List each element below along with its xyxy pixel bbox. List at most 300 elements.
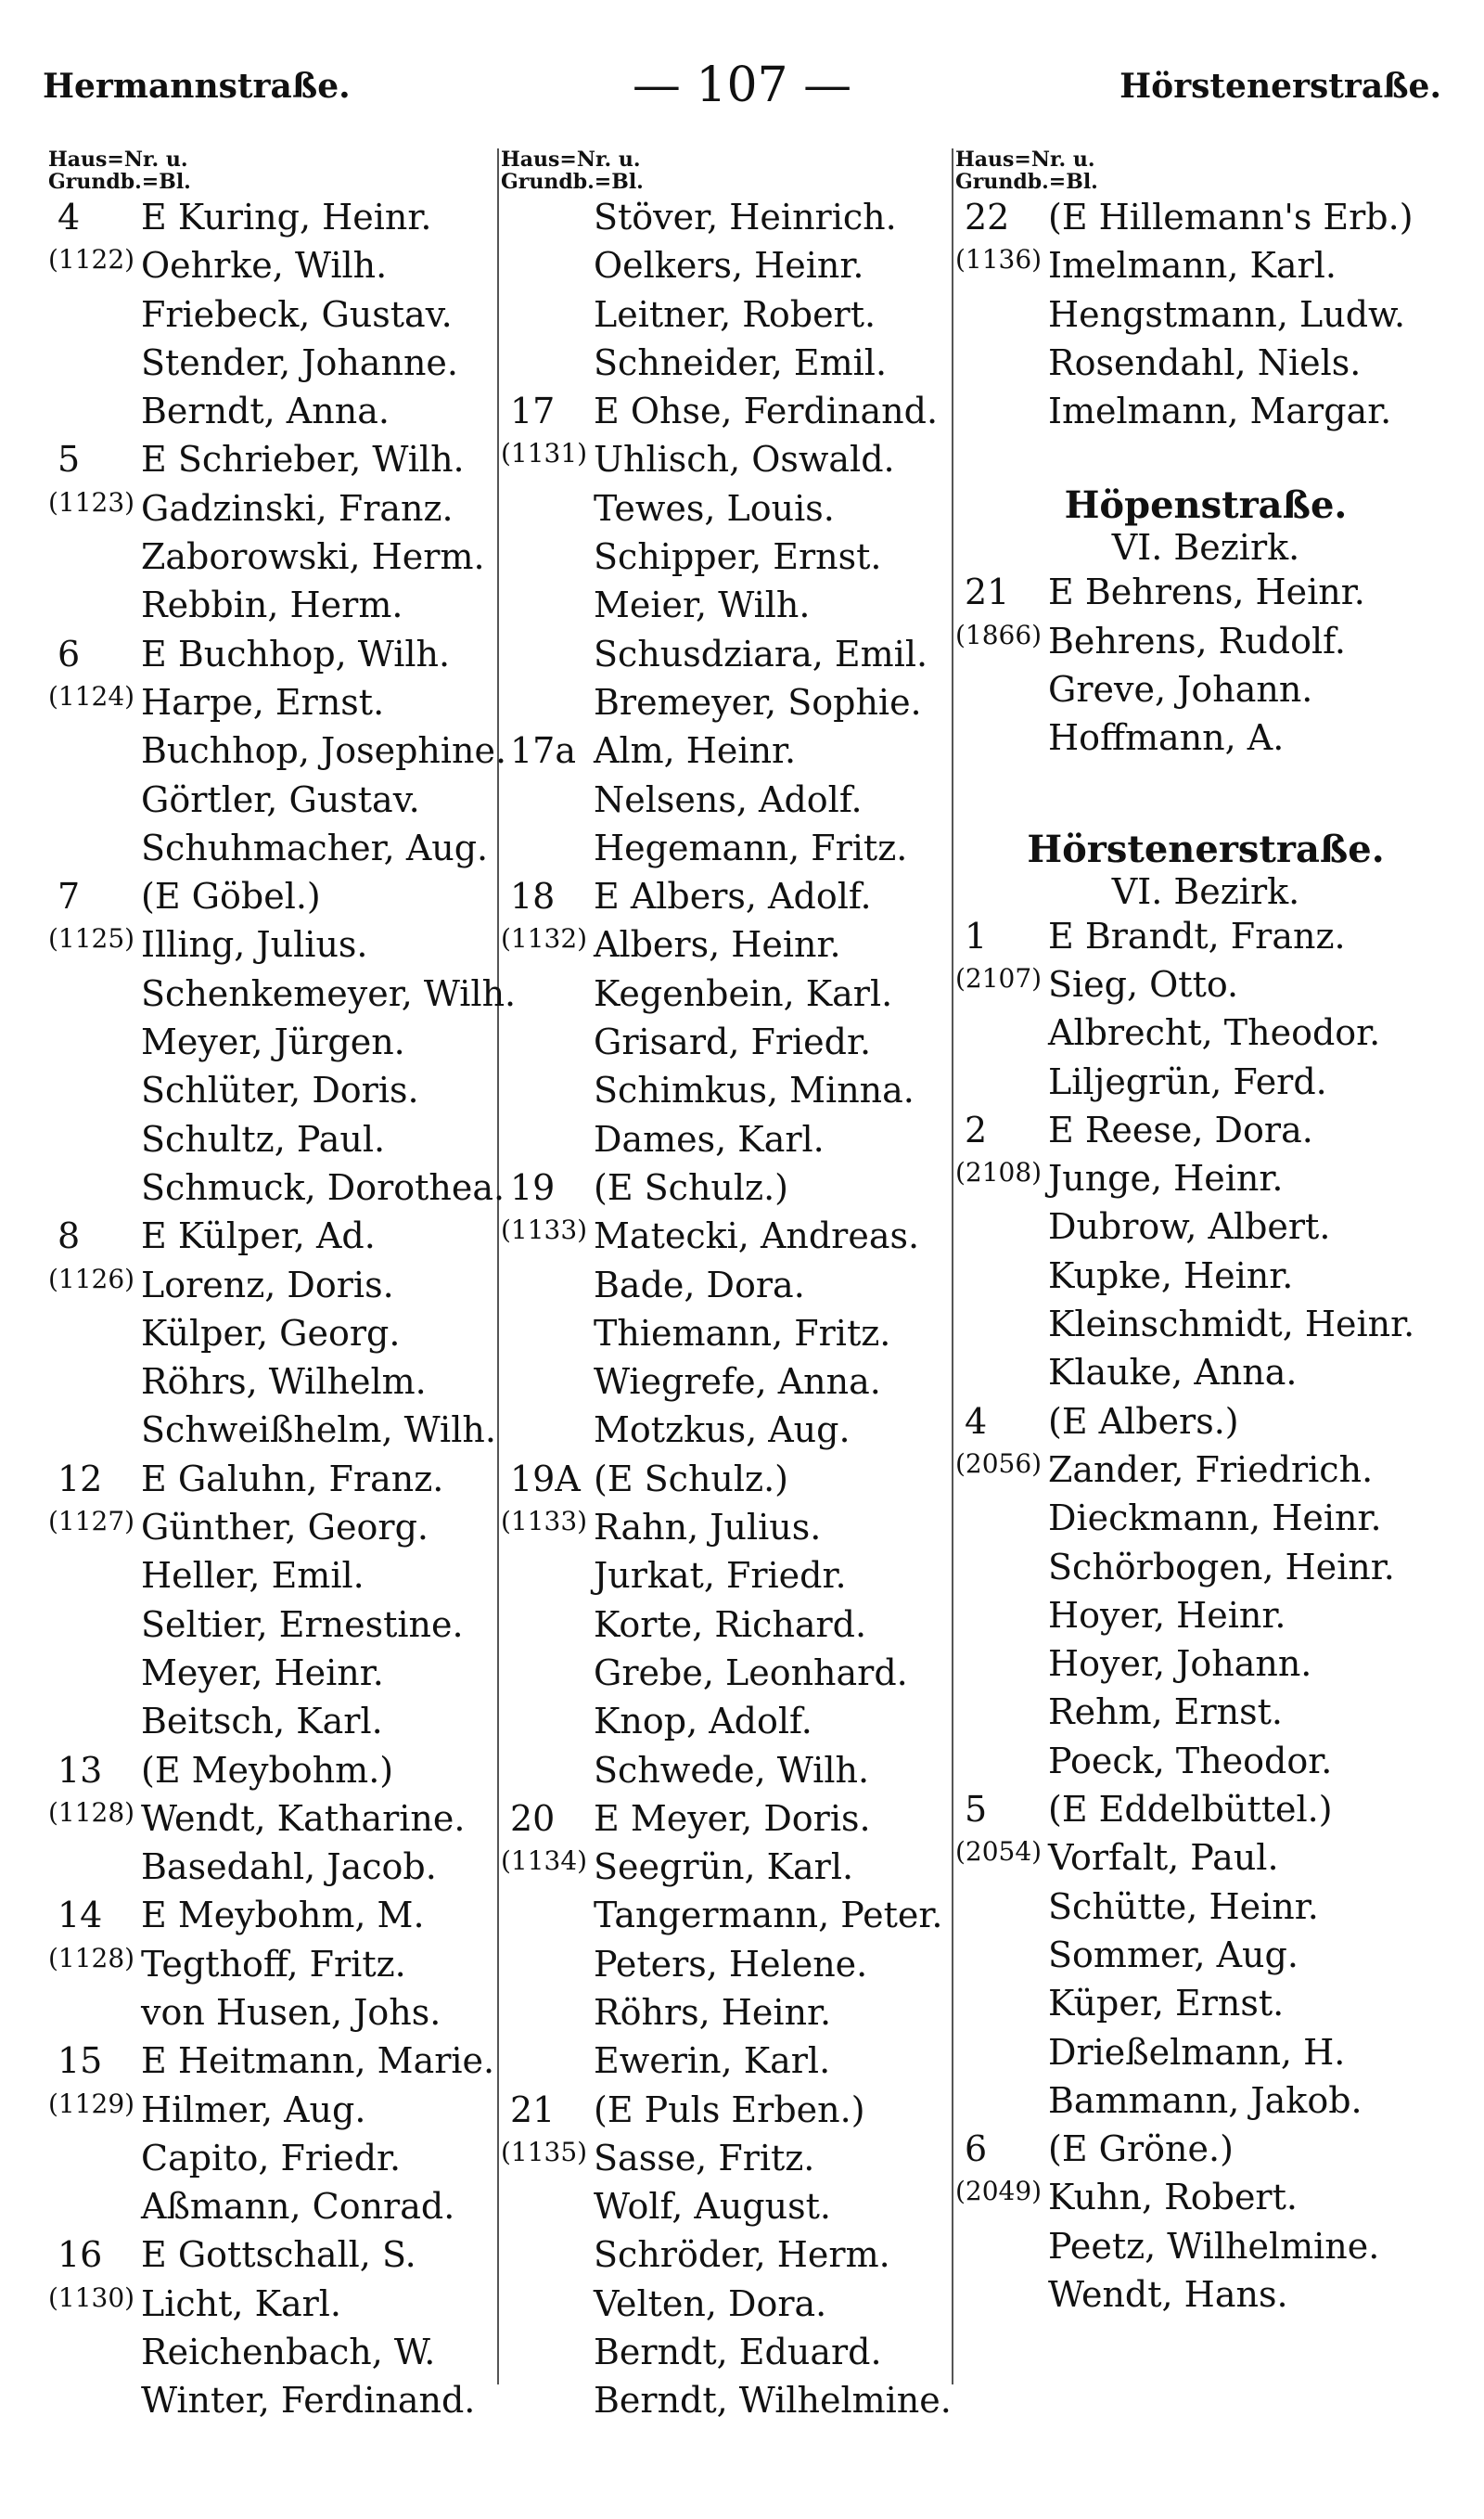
resident-name: Motzkus, Aug. [594, 1409, 851, 1451]
resident-name: Rosendahl, Niels. [1048, 341, 1362, 383]
directory-entry [955, 1639, 1456, 1688]
directory-entry [48, 1309, 503, 1357]
grundbuch-number: (1134) [501, 1845, 588, 1877]
house-number: 17a [510, 730, 577, 772]
directory-entry [48, 2376, 503, 2424]
house-number: 6 [58, 633, 81, 675]
grundbuch-number: (1125) [48, 923, 135, 955]
resident-name: Görtler, Gustav. [141, 778, 420, 820]
resident-name: Schipper, Ernst. [594, 536, 882, 578]
section-bezirk-hoerstenerstrasse: VI. Bezirk. [1111, 870, 1300, 912]
directory-entry [48, 1746, 503, 1794]
grundbuch-number: (2056) [955, 1447, 1043, 1479]
directory-entry [501, 484, 965, 533]
resident-name: Schusdziara, Emil. [594, 633, 928, 675]
resident-name: Lorenz, Doris. [141, 1264, 394, 1305]
column-1 [48, 148, 517, 2425]
resident-name: Dieckmann, Heinr. [1048, 1497, 1382, 1539]
column-header [955, 148, 1456, 193]
resident-name: Sieg, Otto. [1048, 963, 1239, 1005]
directory-entry [48, 2086, 503, 2134]
resident-name: Sasse, Fritz. [594, 2137, 815, 2178]
resident-name: E Kuring, Heinr. [141, 197, 432, 238]
resident-name: (E Gröne.) [1048, 2128, 1234, 2170]
resident-name: Peters, Helene. [594, 1943, 868, 1985]
directory-entry [48, 1163, 503, 1212]
directory-entry [501, 872, 965, 920]
resident-name: Hilmer, Aug. [141, 2088, 366, 2130]
resident-name: Schneider, Emil. [594, 341, 888, 383]
directory-entry [501, 1357, 965, 1406]
directory-entry [955, 1543, 1456, 1591]
directory-entry [501, 2134, 965, 2182]
resident-name: Uhlisch, Oswald. [594, 439, 895, 481]
directory-entry [501, 1163, 965, 1212]
grundbuch-number: (2107) [955, 962, 1043, 994]
resident-name: Wiegrefe, Anna. [594, 1361, 881, 1403]
resident-name: Schimkus, Minna. [594, 1070, 915, 1112]
resident-name: Aßmann, Conrad. [141, 2186, 455, 2228]
directory-entry [48, 1212, 503, 1260]
directory-entry [501, 1309, 965, 1357]
directory-entry [955, 665, 1456, 713]
resident-name: Schütte, Heinr. [1048, 1885, 1319, 1927]
directory-entry [955, 2028, 1456, 2076]
resident-name: Oehrke, Wilh. [141, 245, 388, 287]
directory-entry [501, 776, 965, 824]
resident-name: Tangermann, Peter. [594, 1895, 943, 1936]
directory-entry [501, 533, 965, 581]
directory-entry [955, 387, 1456, 435]
directory-entry [955, 1494, 1456, 1542]
resident-name: Korte, Richard. [594, 1603, 867, 1645]
directory-entry [501, 1988, 965, 2037]
resident-name: Velten, Dora. [594, 2282, 827, 2324]
resident-name: Albers, Heinr. [594, 924, 841, 966]
column-header [48, 148, 503, 193]
resident-name: Thiemann, Fritz. [594, 1312, 891, 1354]
directory-entry [955, 1202, 1456, 1251]
grundbuch-number: (1123) [48, 486, 135, 518]
resident-name: Tewes, Louis. [594, 487, 835, 529]
directory-entry [955, 960, 1456, 1009]
resident-name: Zander, Friedrich. [1048, 1448, 1374, 1490]
resident-name: Hoyer, Johann. [1048, 1643, 1312, 1685]
directory-entry [955, 568, 1456, 616]
house-number: 21 [510, 2088, 556, 2130]
resident-name: Stender, Johanne. [141, 341, 458, 383]
resident-name: Schröder, Herm. [594, 2234, 890, 2276]
grundbuch-number: (1127) [48, 1506, 135, 1537]
resident-name: von Husen, Johs. [141, 1991, 441, 2033]
house-number: 13 [58, 1749, 103, 1791]
resident-name: Külper, Georg. [141, 1312, 401, 1354]
directory-entry [48, 1988, 503, 2037]
resident-name: (E Schulz.) [594, 1458, 788, 1499]
resident-name: E Gottschall, S. [141, 2234, 416, 2276]
resident-name: Grisard, Friedr. [594, 1022, 872, 1063]
resident-name: Berndt, Anna. [141, 391, 390, 432]
grundbuch-number: (1124) [48, 680, 135, 712]
resident-name: Friebeck, Gustav. [141, 293, 453, 335]
directory-entry [501, 2280, 965, 2328]
resident-name: E Meybohm, M. [141, 1895, 425, 1936]
house-number: 17 [510, 391, 556, 432]
resident-name: Licht, Karl. [141, 2282, 342, 2324]
grundbuch-number: (1136) [955, 244, 1043, 276]
grundbuch-number: (1128) [48, 1796, 135, 1828]
resident-name: Rebbin, Herm. [141, 585, 403, 626]
resident-name: Wolf, August. [594, 2186, 831, 2228]
directory-entry [48, 1551, 503, 1600]
resident-name: E Schrieber, Wilh. [141, 439, 465, 481]
directory-entry [955, 1154, 1456, 1202]
directory-entry [48, 2328, 503, 2376]
directory-entry [48, 339, 503, 387]
house-number: 22 [965, 197, 1010, 238]
resident-name: Röhrs, Heinr. [594, 1991, 832, 2033]
directory-entry [501, 1018, 965, 1066]
resident-name: Tegthoff, Fritz. [141, 1943, 406, 1985]
resident-name: Harpe, Ernst. [141, 681, 385, 723]
directory-entry [501, 1261, 965, 1309]
resident-name: Schwede, Wilh. [594, 1749, 870, 1791]
resident-name: Kleinschmidt, Heinr. [1048, 1304, 1415, 1345]
column-header-line2: Grundb.=Bl. [955, 170, 1098, 194]
resident-name: Heller, Emil. [141, 1555, 365, 1597]
resident-name: Zaborowski, Herm. [141, 536, 485, 578]
directory-entry [955, 1591, 1456, 1639]
resident-name: (E Hillemann's Erb.) [1048, 197, 1414, 238]
resident-name: Illing, Julius. [141, 924, 368, 966]
directory-entry [48, 435, 503, 483]
directory-entry [48, 1600, 503, 1649]
resident-name: Meier, Wilh. [594, 585, 811, 626]
resident-name: Reichenbach, W. [141, 2332, 436, 2373]
directory-entry [955, 1058, 1456, 1106]
directory-entry [48, 726, 507, 775]
directory-entry [501, 2376, 965, 2424]
resident-name: Hoffmann, A. [1048, 717, 1285, 759]
directory-entry [48, 1018, 503, 1066]
resident-name: (E Meybohm.) [141, 1749, 394, 1791]
directory-entry [955, 1009, 1456, 1057]
grundbuch-number: (1126) [48, 1263, 135, 1294]
column-3 [955, 148, 1456, 2319]
resident-name: Beitsch, Karl. [141, 1701, 383, 1742]
resident-name: Gadzinski, Franz. [141, 487, 454, 529]
directory-entry [48, 581, 503, 629]
resident-name: Kupke, Heinr. [1048, 1254, 1294, 1296]
directory-entry [955, 1397, 1456, 1446]
directory-entry [955, 1446, 1456, 1494]
directory-entry [48, 1940, 503, 1988]
resident-name: Vorfalt, Paul. [1048, 1837, 1279, 1879]
resident-name: Peetz, Wilhelmine. [1048, 2225, 1380, 2267]
house-number: 8 [58, 1215, 81, 1257]
directory-entry [48, 1406, 503, 1454]
header-right-street: Hörstenerstraße. [1119, 67, 1441, 106]
resident-name: Basedahl, Jacob. [141, 1846, 437, 1888]
resident-name: Capito, Friedr. [141, 2137, 402, 2178]
resident-name: Günther, Georg. [141, 1507, 429, 1549]
column-2 [501, 148, 965, 2425]
directory-entry [48, 2230, 503, 2279]
house-number: 21 [965, 572, 1010, 613]
resident-name: Wendt, Hans. [1048, 2273, 1288, 2315]
directory-entry [48, 970, 517, 1018]
directory-entry [955, 290, 1456, 339]
resident-name: Schultz, Paul. [141, 1118, 386, 1160]
directory-entry [501, 1115, 965, 1163]
resident-name: Greve, Johann. [1048, 669, 1313, 711]
house-number: 4 [58, 197, 81, 238]
resident-name: Kuhn, Robert. [1048, 2177, 1298, 2218]
directory-entry [501, 1843, 965, 1891]
resident-name: Albrecht, Theodor. [1048, 1012, 1381, 1054]
column-2-entries [501, 193, 965, 2425]
resident-name: Sommer, Aug. [1048, 1934, 1298, 1975]
directory-entry [501, 824, 965, 872]
directory-entry [48, 2280, 503, 2328]
house-number: 12 [58, 1458, 103, 1499]
directory-entry [48, 1794, 503, 1843]
resident-name: E Albers, Adolf. [594, 876, 872, 918]
column-1-entries [48, 193, 517, 2425]
resident-name: Alm, Heinr. [594, 730, 797, 772]
resident-name: Schmuck, Dorothea. [141, 1166, 505, 1208]
resident-name: Drießelmann, H. [1048, 2031, 1346, 2073]
section-title-hoepenstrasse: Höpenstraße. [1064, 483, 1348, 528]
directory-entry [501, 678, 965, 726]
grundbuch-number: (2054) [955, 1836, 1043, 1868]
resident-name: Junge, Heinr. [1048, 1158, 1284, 1200]
directory-entry [501, 581, 965, 629]
column-header-line1: Haus=Nr. u. [501, 148, 641, 172]
directory-entry [501, 726, 965, 775]
directory-entry [501, 241, 965, 289]
resident-name: Berndt, Eduard. [594, 2332, 882, 2373]
directory-entry [955, 1883, 1456, 1931]
resident-name: Hegemann, Fritz. [594, 827, 908, 868]
directory-entry [501, 290, 965, 339]
directory-entry [501, 2086, 965, 2134]
house-number: 5 [58, 439, 81, 481]
grundbuch-number: (1133) [501, 1506, 588, 1537]
directory-entry [48, 1455, 503, 1503]
house-number: 16 [58, 2234, 103, 2276]
directory-entry [501, 1503, 965, 1551]
resident-name: Poeck, Theodor. [1048, 1740, 1333, 1781]
house-number: 2 [965, 1109, 988, 1150]
resident-name: Imelmann, Karl. [1048, 245, 1337, 287]
grundbuch-number: (1135) [501, 2136, 588, 2167]
directory-entry [48, 1503, 503, 1551]
resident-name: Oelkers, Heinr. [594, 245, 864, 287]
directory-entry [955, 912, 1456, 960]
house-number: 18 [510, 876, 556, 918]
grundbuch-number: (1132) [501, 923, 588, 955]
house-number: 6 [965, 2128, 988, 2170]
directory-entry [48, 533, 503, 581]
resident-name: E Brandt, Franz. [1048, 915, 1346, 957]
directory-entry [48, 2182, 503, 2230]
resident-name: (E Eddelbüttel.) [1048, 1789, 1333, 1831]
hoepenstrasse-entries [955, 568, 1456, 762]
directory-entry [955, 2222, 1456, 2270]
resident-name: E Meyer, Doris. [594, 1797, 871, 1839]
column-header [501, 148, 965, 193]
directory-entry [48, 1891, 503, 1939]
page-header [0, 58, 1484, 122]
directory-entry [48, 1697, 503, 1745]
resident-name: Meyer, Jürgen. [141, 1022, 405, 1063]
resident-name: Bremeyer, Sophie. [594, 681, 922, 723]
grundbuch-number: (1131) [501, 438, 588, 469]
resident-name: Schlüter, Doris. [141, 1070, 419, 1112]
resident-name: E Reese, Dora. [1048, 1109, 1313, 1150]
house-number: 15 [58, 2040, 103, 2082]
directory-entry [955, 1931, 1456, 1979]
hoerstenerstrasse-entries [955, 912, 1456, 2320]
column-header-line1: Haus=Nr. u. [955, 148, 1095, 172]
resident-name: Schuhmacher, Aug. [141, 827, 489, 868]
resident-name: Berndt, Wilhelmine. [594, 2380, 952, 2422]
resident-name: Nelsens, Adolf. [594, 778, 863, 820]
resident-name: E Galuhn, Franz. [141, 1458, 444, 1499]
directory-entry [501, 1940, 965, 1988]
house-number: 14 [58, 1895, 103, 1936]
directory-entry [955, 339, 1456, 387]
resident-name: E Heitmann, Marie. [141, 2040, 495, 2082]
house-number: 19A [510, 1458, 581, 1499]
directory-entry [955, 1348, 1456, 1396]
resident-name: Rehm, Ernst. [1048, 1691, 1283, 1733]
house-number: 4 [965, 1400, 988, 1442]
resident-name: Seltier, Ernestine. [141, 1603, 464, 1645]
resident-name: Rahn, Julius. [594, 1507, 822, 1549]
directory-entry [955, 1785, 1456, 1833]
grundbuch-number: (1122) [48, 244, 135, 276]
directory-entry [48, 1357, 503, 1406]
directory-entry [501, 387, 965, 435]
house-number: 20 [510, 1797, 556, 1839]
directory-entry [955, 1300, 1456, 1348]
directory-entry [501, 2037, 965, 2085]
column-header-line1: Haus=Nr. u. [48, 148, 188, 172]
directory-entry [501, 339, 965, 387]
grundbuch-number: (1130) [48, 2281, 135, 2313]
grundbuch-number: (2049) [955, 2176, 1043, 2207]
directory-entry [955, 713, 1456, 762]
house-number: 1 [965, 915, 988, 957]
resident-name: Buchhop, Josephine. [141, 730, 507, 772]
directory-entry [48, 630, 503, 678]
resident-name: Klauke, Anna. [1048, 1352, 1298, 1394]
resident-name: Schörbogen, Heinr. [1048, 1546, 1395, 1587]
directory-entry [48, 290, 503, 339]
directory-entry [48, 1261, 503, 1309]
resident-name: Ewerin, Karl. [594, 2040, 831, 2082]
resident-name: E Buchhop, Wilh. [141, 633, 451, 675]
directory-entry [955, 2173, 1456, 2221]
directory-entry [501, 2182, 965, 2230]
resident-name: Dubrow, Albert. [1048, 1206, 1331, 1248]
resident-name: Hengstmann, Ludw. [1048, 293, 1406, 335]
house-number: 7 [58, 876, 81, 918]
resident-name: Matecki, Andreas. [594, 1215, 920, 1257]
directory-entry [48, 872, 503, 920]
resident-name: Stöver, Heinrich. [594, 197, 897, 238]
resident-name: Jurkat, Friedr. [594, 1555, 847, 1597]
directory-entry [955, 241, 1456, 289]
resident-name: (E Puls Erben.) [594, 2088, 865, 2130]
directory-entry [501, 1551, 965, 1600]
directory-entry [955, 1252, 1456, 1300]
directory-entry [501, 1746, 965, 1794]
directory-entry [48, 1649, 503, 1697]
directory-entry [955, 193, 1456, 241]
house-number: 19 [510, 1166, 556, 1208]
directory-entry [48, 241, 503, 289]
directory-entry [501, 1600, 965, 1649]
directory-entry [501, 1066, 965, 1114]
directory-entry [48, 2037, 503, 2085]
resident-name: E Behrens, Heinr. [1048, 572, 1365, 613]
resident-name: Meyer, Heinr. [141, 1651, 384, 1693]
column-header-line2: Grundb.=Bl. [48, 170, 191, 194]
section-bezirk-hoepenstrasse: VI. Bezirk. [1111, 527, 1300, 569]
directory-entry [501, 2328, 965, 2376]
directory-entry [955, 617, 1456, 665]
resident-name: Wendt, Katharine. [141, 1797, 466, 1839]
resident-name: Leitner, Robert. [594, 293, 876, 335]
resident-name: Röhrs, Wilhelm. [141, 1361, 427, 1403]
resident-name: E Ohse, Ferdinand. [594, 391, 939, 432]
resident-name: (E Albers.) [1048, 1400, 1239, 1442]
directory-entry [48, 2134, 503, 2182]
resident-name: (E Schulz.) [594, 1166, 788, 1208]
directory-entry [955, 2076, 1456, 2125]
directory-entry [501, 1891, 965, 1939]
directory-entry [955, 1979, 1456, 2027]
directory-entry [501, 1406, 965, 1454]
directory-entry [48, 1115, 503, 1163]
resident-name: E Külper, Ad. [141, 1215, 376, 1257]
grundbuch-number: (1129) [48, 2088, 135, 2119]
directory-entry [48, 824, 503, 872]
directory-entry [955, 1106, 1456, 1154]
resident-name: Küper, Ernst. [1048, 1983, 1285, 2024]
directory-entry [501, 435, 965, 483]
resident-name: Winter, Ferdinand. [141, 2380, 476, 2422]
directory-entry [501, 920, 965, 969]
directory-entry [955, 1737, 1456, 1785]
grundbuch-number: (1866) [955, 619, 1043, 650]
directory-entry [501, 970, 965, 1018]
resident-name: Seegrün, Karl. [594, 1846, 854, 1888]
grundbuch-number: (2108) [955, 1157, 1043, 1189]
header-left-street: Hermannstraße. [43, 67, 351, 106]
directory-entry [48, 1066, 503, 1114]
directory-entry [48, 387, 503, 435]
directory-entry [48, 1843, 503, 1891]
resident-name: Hoyer, Heinr. [1048, 1594, 1286, 1636]
directory-entry [955, 2125, 1456, 2173]
resident-name: Liljegrün, Ferd. [1048, 1060, 1327, 1102]
resident-name: Schweißhelm, Wilh. [141, 1409, 496, 1451]
directory-entry [501, 1794, 965, 1843]
